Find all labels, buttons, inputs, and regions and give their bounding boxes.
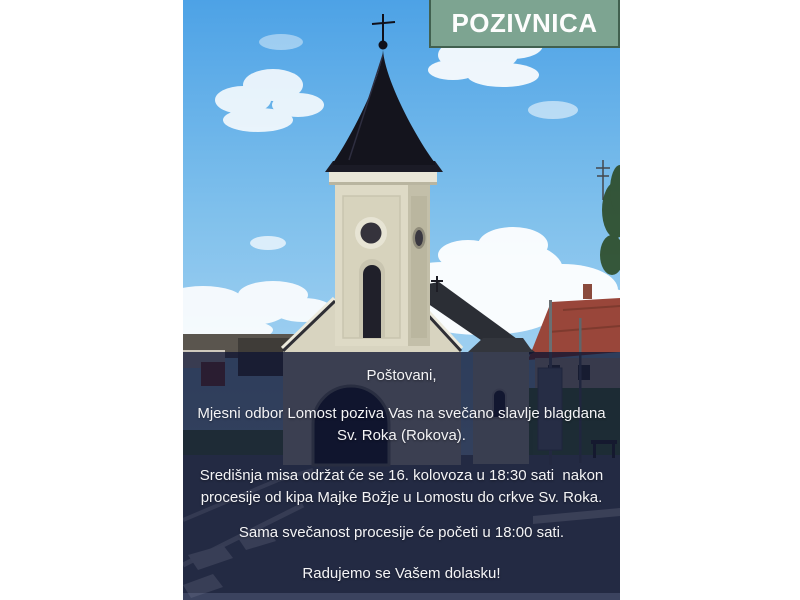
tower-cornice xyxy=(329,170,437,184)
paragraph-3: Sama svečanost procesije će početi u 18:00 sati. xyxy=(238,524,565,541)
paragraph-2-line-1: Središnja misa održat će se 16. kolovoza u 18:30 sati nakon xyxy=(199,467,604,484)
paragraph-2-line-2: procesije od kipa Majke Božje u Lomostu do crkve Sv. Roka. xyxy=(200,489,603,506)
banner-title: POZIVNICA xyxy=(451,7,598,38)
paragraph-1 xyxy=(183,403,620,447)
church-photo-scene xyxy=(183,0,620,600)
spire-orb xyxy=(379,41,388,50)
paragraph-2 xyxy=(183,465,620,509)
greeting-text: Poštovani, xyxy=(366,367,437,384)
paragraph-1-line-1: Mjesni odbor Lomost poziva Vas na svečano slavlje blagdana xyxy=(197,405,606,422)
title-banner xyxy=(429,0,620,48)
bell-window xyxy=(363,265,381,338)
side-oculus-window xyxy=(415,230,423,246)
paragraph-4: Radujemo se Vašem dolasku! xyxy=(302,565,501,582)
church-photo xyxy=(183,0,620,600)
paragraph-1-line-2: Sv. Roka (Rokova). xyxy=(337,427,466,444)
